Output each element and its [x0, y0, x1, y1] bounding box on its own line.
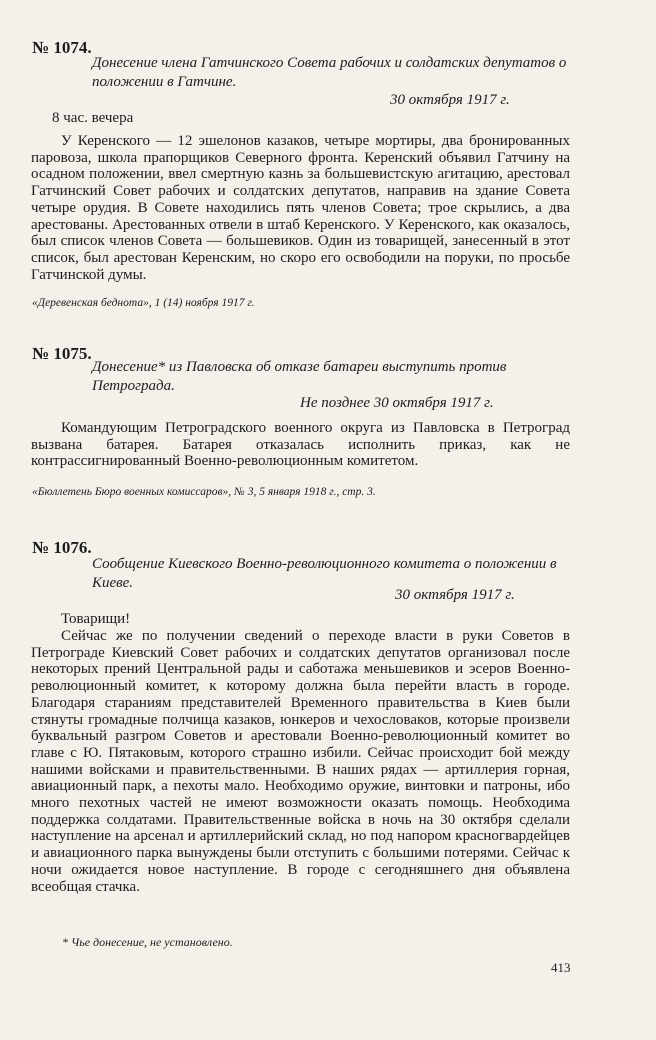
document-number: № 1076. [32, 538, 92, 557]
document-number: № 1074. [32, 38, 92, 57]
document-source: «Деревенская беднота», 1 (14) ноября 1917 г. [32, 297, 255, 309]
page-number: 413 [551, 960, 571, 975]
document-greeting: Товарищи! [61, 611, 131, 627]
document-number: № 1075. [32, 344, 92, 363]
document-title: Донесение* из Павловска об отказе батареи выступить против Петрограда. [92, 359, 507, 394]
document-date: 30 октября 1917 г. [395, 587, 515, 603]
document-body: Командующим Петроградского военного округа из Павловска в Петроград вызвана батарея. Батарея отказалась исполнить приказ, как не контрассигнированный Военно-революционным комитетом. [31, 420, 570, 470]
footnote: * Чье донесение, не установлено. [62, 935, 233, 949]
document-title: Донесение члена Гатчинского Совета рабочих и солдатских депутатов о положении в Гатчине. [92, 55, 567, 90]
document-date: 30 октября 1917 г. [390, 92, 510, 108]
document-body: Сейчас же по получении сведений о переходе власти в руки Советов в Петрограде Киевский Совет рабочих и солдатских депутатов организовал после некоторых прений Центральной рады и саботажа меньшевиков и эсеров Военно-революционный комитет, к которому должна была перейти власть в городе. Благодаря стараниям представителей Временного правительства в Киев были стянуты громадные полчища казаков, юнкеров и чехословаков, которые произвели буквальный разгром Советов и арестовали Военно-революционный комитет во главе с Ю. Пятаковым, которого страшно избили. Сейчас происходит бой между нашими войсками и правительственными. В наших рядах — артиллерия горная, авиационный парк, а пехоты мало. Необходимо оружие, винтовки и патроны, ибо много пехотных частей не имеют возможности оказать помощь. Необходима поддержка солдатами. Правительственные войска в ночь на 30 октября сделали наступление на арсенал и артиллерийский склад, но под напором красногвардейцев и авиационного парка вынуждены были отступить с большими потерями. Сейчас к ночи ожидается новое наступление. В городе с сегодняшнего дня объявлена всеобщая стачка. [31, 628, 570, 895]
document-source: «Бюллетень Бюро военных комиссаров», № 3, 5 января 1918 г., стр. 3. [32, 486, 376, 498]
document-date: Не позднее 30 октября 1917 г. [300, 395, 494, 411]
document-time: 8 час. вечера [52, 110, 134, 126]
document-body: У Керенского — 12 эшелонов казаков, четыре мортиры, два бронированных паровоза, школа прапорщиков Северного фронта. Керенский объявил Гатчину на осадном положении, ввел смертную казнь за большевистскую агитацию, арестовал Гатчинский Совет рабочих и солдатских депутатов, направив на здание Совета четыре орудия. В Совете находились пять членов Совета; трое скрылись, а два арестованы. Арестованных отвели в штаб Керенского. У Керенского, как оказалось, был список членов Совета — большевиков. Один из товарищей, занесенный в этот список, был арестован Керенским, но скоро его освободили на поруки, по просьбе Гатчинской думы. [31, 133, 570, 283]
document-title: Сообщение Киевского Военно-революционного комитета о положении в Киеве. [92, 556, 557, 591]
